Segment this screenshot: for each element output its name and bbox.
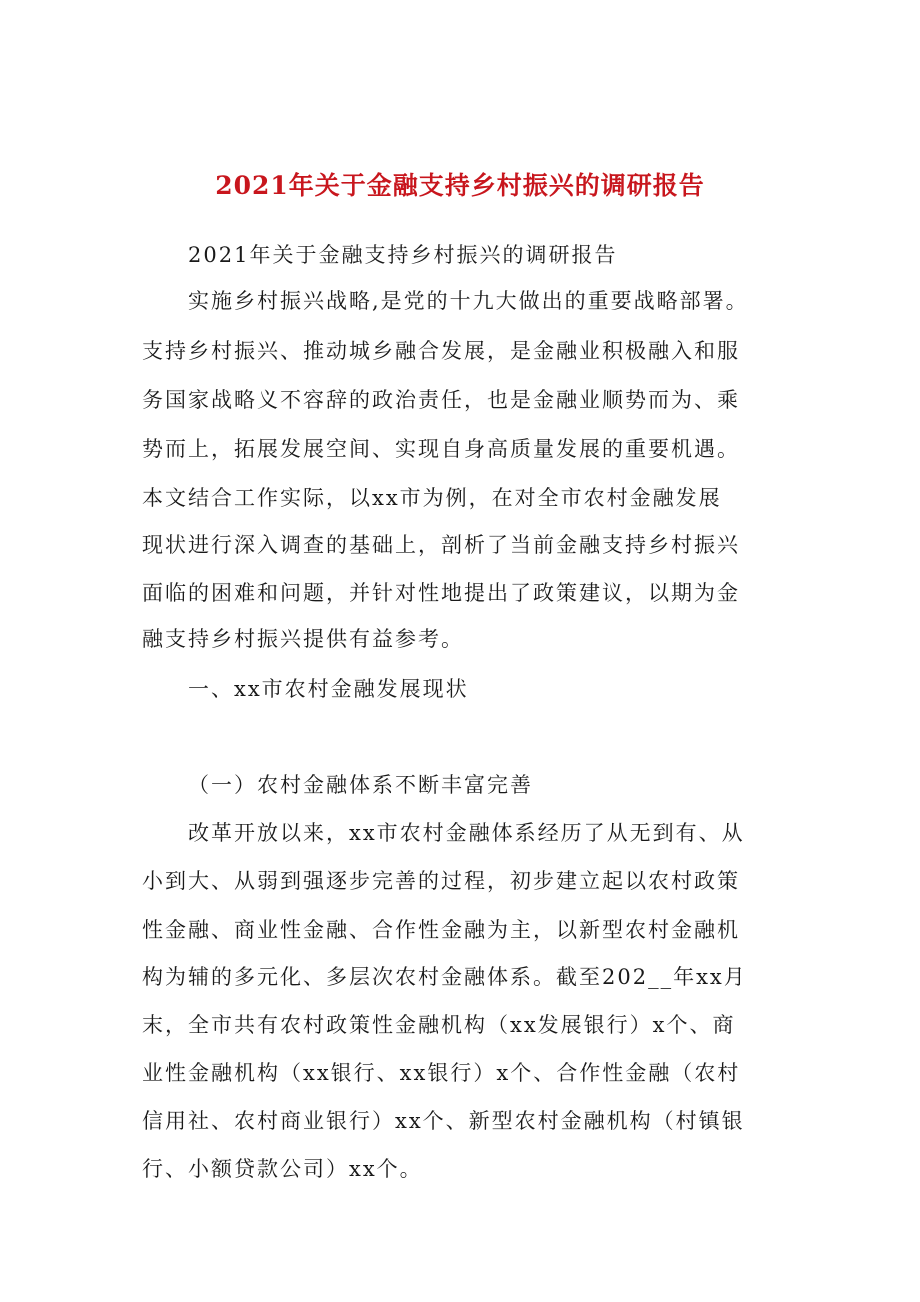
body-line: 构为辅的多元化、多层次农村金融体系。截至202__年xx月 [142, 965, 747, 989]
document-title: 2021年关于金融支持乡村振兴的调研报告 [215, 171, 705, 200]
body-line: 改革开放以来，xx市农村金融体系经历了从无到有、从 [188, 821, 745, 845]
body-line: 实施乡村振兴战略,是党的十九大做出的重要战略部署。 [188, 289, 749, 313]
body-line: 业性金融机构（xx银行、xx银行）x个、合作性金融（农村 [142, 1061, 741, 1085]
body-line: 现状进行深入调查的基础上，剖析了当前金融支持乡村振兴 [142, 533, 740, 557]
subsection-heading: （一）农村金融体系不断丰富完善 [188, 773, 533, 797]
body-line: 面临的困难和问题，并针对性地提出了政策建议，以期为金 [142, 581, 740, 605]
body-line: 信用社、农村商业银行）xx个、新型农村金融机构（村镇银 [142, 1109, 745, 1133]
body-line: 支持乡村振兴、推动城乡融合发展，是金融业积极融入和服 [142, 339, 740, 363]
body-line: 势而上，拓展发展空间、实现自身高质量发展的重要机遇。 [142, 437, 740, 461]
body-line: 务国家战略义不容辞的政治责任，也是金融业顺势而为、乘 [142, 388, 740, 412]
body-line: 性金融、商业性金融、合作性金融为主，以新型农村金融机 [142, 918, 740, 942]
body-line: 末，全市共有农村政策性金融机构（xx发展银行）x个、商 [142, 1013, 736, 1037]
body-line: 行、小额贷款公司）xx个。 [142, 1157, 423, 1181]
body-line: 小到大、从弱到强逐步完善的过程，初步建立起以农村政策 [142, 869, 740, 893]
body-line: 本文结合工作实际，以xx市为例，在对全市农村金融发展 [142, 486, 722, 510]
body-line-subtitle: 2021年关于金融支持乡村振兴的调研报告 [188, 243, 618, 267]
section-heading: 一、xx市农村金融发展现状 [188, 677, 469, 701]
body-line: 融支持乡村振兴提供有益参考。 [142, 627, 464, 651]
